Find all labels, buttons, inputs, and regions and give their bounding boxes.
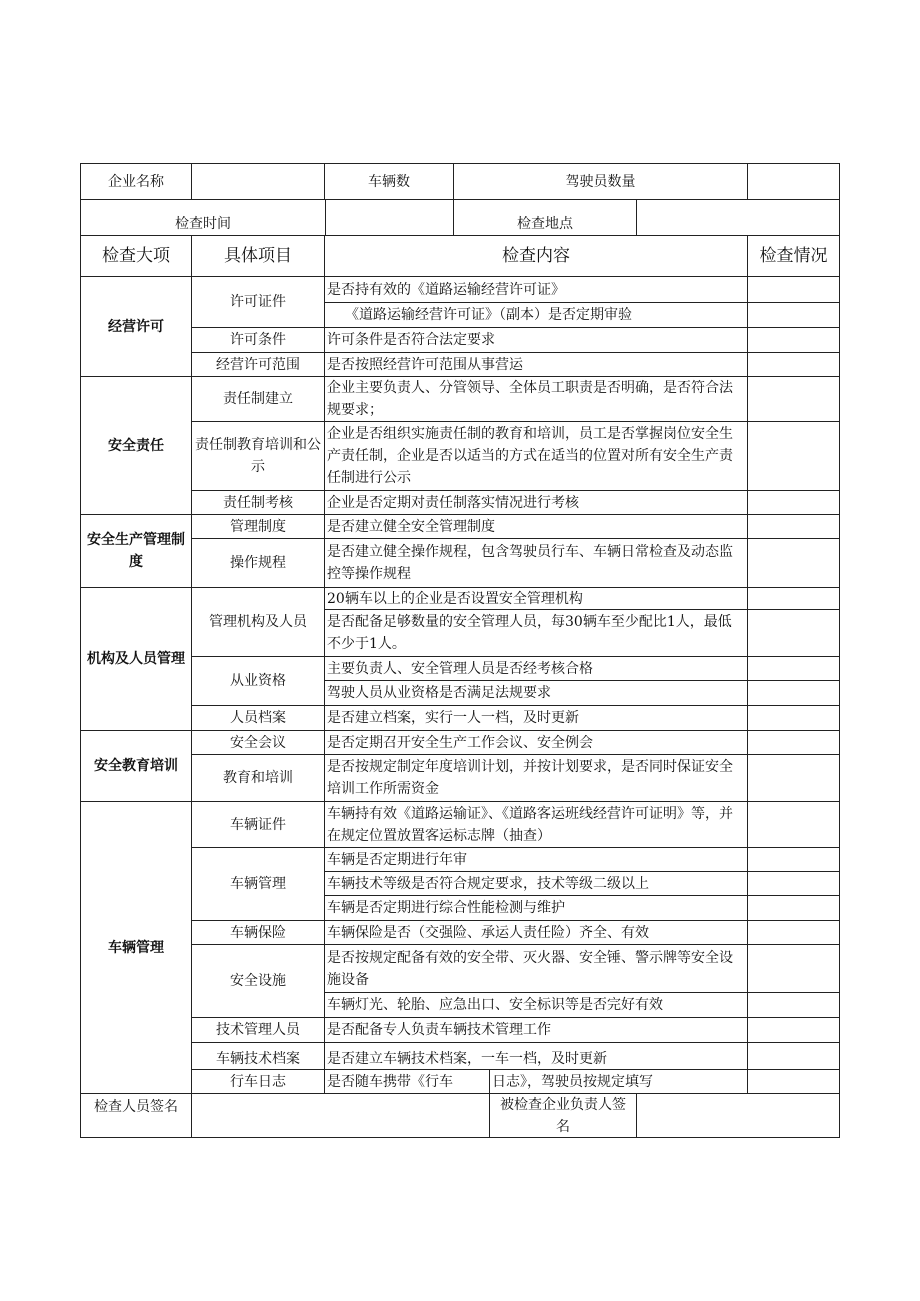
check-place-label: 检查地点	[453, 199, 637, 236]
result-cell[interactable]	[747, 680, 840, 706]
result-cell[interactable]	[747, 421, 840, 491]
item-resp-setup: 责任制建立	[191, 376, 325, 422]
company-sign-label: 被检查企业负责人签名	[489, 1093, 637, 1138]
content-c18: 车辆是否定期进行年审	[324, 847, 748, 872]
content-c17: 车辆持有效《道路运输证》、《道路客运班线经营许可证明》等，并在规定位置放置客运标志牌（抽查）	[324, 801, 748, 848]
content-c6: 企业是否组织实施责任制的教育和培训，员工是否掌握岗位安全生产责任制，企业是否以适当的方式在适当的位置对所有安全生产责任制进行公示	[324, 421, 748, 491]
result-cell[interactable]	[747, 1017, 840, 1043]
result-cell[interactable]	[747, 847, 840, 872]
result-cell[interactable]	[747, 1042, 840, 1070]
result-cell[interactable]	[747, 920, 840, 945]
inspection-form	[80, 163, 840, 1138]
result-cell[interactable]	[747, 656, 840, 681]
category-license: 经营许可	[80, 276, 192, 377]
result-cell[interactable]	[747, 514, 840, 539]
category-safety-resp: 安全责任	[80, 376, 192, 515]
content-c4: 是否按照经营许可范围从事营运	[324, 352, 748, 377]
inspector-sign-field[interactable]	[191, 1093, 490, 1138]
item-permit-scope: 经营许可范围	[191, 352, 325, 377]
content-c9: 是否建立健全操作规程，包含驾驶员行车、车辆日常检查及动态监控等操作规程	[324, 538, 748, 588]
company-name-label: 企业名称	[80, 163, 192, 200]
result-cell[interactable]	[747, 538, 840, 588]
result-cell[interactable]	[747, 302, 840, 328]
content-c20: 车辆是否定期进行综合性能检测与维护	[324, 895, 748, 921]
content-c22: 是否按规定配备有效的安全带、灭火器、安全锤、警示牌等安全设施设备	[324, 944, 748, 993]
result-cell[interactable]	[747, 992, 840, 1018]
content-c21: 车辆保险是否（交强险、承运人责任险）齐全、有效	[324, 920, 748, 945]
check-time-field[interactable]	[325, 199, 454, 236]
result-cell[interactable]	[747, 376, 840, 422]
content-c12: 主要负责人、安全管理人员是否经考核合格	[324, 656, 748, 681]
item-driving-log: 行车日志	[191, 1069, 325, 1094]
content-c19: 车辆技术等级是否符合规定要求，技术等级二级以上	[324, 871, 748, 896]
content-c23: 车辆灯光、轮胎、应急出口、安全标识等是否完好有效	[324, 992, 748, 1018]
driver-count-label: 驾驶员数量	[453, 163, 748, 200]
content-c3: 许可条件是否符合法定要求	[324, 327, 748, 353]
check-place-field[interactable]	[636, 199, 840, 236]
item-tech-staff: 技术管理人员	[191, 1017, 325, 1043]
category-safety-mgmt: 安全生产管理制度	[80, 514, 192, 588]
content-c25: 是否建立车辆技术档案，一车一档，及时更新	[324, 1042, 748, 1070]
result-cell[interactable]	[747, 705, 840, 731]
content-c13: 驾驶人员从业资格是否满足法规要求	[324, 680, 748, 706]
item-resp-training: 责任制教育培训和公示	[191, 421, 325, 491]
result-cell[interactable]	[747, 327, 840, 353]
column-header-result: 检查情况	[747, 235, 840, 277]
item-safety-equip: 安全设施	[191, 944, 325, 1018]
item-permit-cond: 许可条件	[191, 327, 325, 353]
driver-count-field[interactable]	[747, 163, 840, 200]
item-mgmt-org: 管理机构及人员	[191, 587, 325, 657]
result-cell[interactable]	[747, 587, 840, 610]
result-cell[interactable]	[747, 1069, 840, 1094]
result-cell[interactable]	[747, 895, 840, 921]
content-c10: 20辆车以上的企业是否设置安全管理机构	[324, 587, 748, 610]
check-time-label: 检查时间	[80, 199, 326, 236]
item-permit: 许可证件	[191, 276, 325, 328]
result-cell[interactable]	[747, 871, 840, 896]
content-c8: 是否建立健全安全管理制度	[324, 514, 748, 539]
item-vehicle-ins: 车辆保险	[191, 920, 325, 945]
category-vehicle: 车辆管理	[80, 801, 192, 1094]
content-c16: 是否按规定制定年度培训计划，并按计划要求，是否同时保证安全培训工作所需资金	[324, 754, 748, 802]
category-org-staff: 机构及人员管理	[80, 587, 192, 731]
result-cell[interactable]	[747, 352, 840, 377]
content-c15: 是否定期召开安全生产工作会议、安全例会	[324, 730, 748, 755]
item-resp-assess: 责任制考核	[191, 490, 325, 515]
item-op-rules: 操作规程	[191, 538, 325, 588]
item-vehicle-mgmt: 车辆管理	[191, 847, 325, 921]
company-sign-field[interactable]	[636, 1093, 840, 1138]
content-c5: 企业主要负责人、分管领导、全体员工职责是否明确，是否符合法规要求；	[324, 376, 748, 422]
inspector-sign-label: 检查人员签名	[80, 1093, 192, 1138]
column-header-category: 检查大项	[80, 235, 192, 277]
result-cell[interactable]	[747, 609, 840, 657]
item-vehicle-cert: 车辆证件	[191, 801, 325, 848]
item-staff-file: 人员档案	[191, 705, 325, 731]
content-c26b: 日志》，驾驶员按规定填写	[489, 1069, 748, 1094]
content-c7: 企业是否定期对责任制落实情况进行考核	[324, 490, 748, 515]
result-cell[interactable]	[747, 944, 840, 993]
item-tech-file: 车辆技术档案	[191, 1042, 325, 1070]
content-c2: 《道路运输经营许可证》（副本）是否定期审验	[324, 302, 748, 328]
item-education: 教育和培训	[191, 754, 325, 802]
column-header-content: 检查内容	[324, 235, 748, 277]
result-cell[interactable]	[747, 730, 840, 755]
result-cell[interactable]	[747, 801, 840, 848]
result-cell[interactable]	[747, 490, 840, 515]
category-training: 安全教育培训	[80, 730, 192, 802]
vehicle-count-label: 车辆数	[324, 163, 454, 200]
content-c14: 是否建立档案，实行一人一档，及时更新	[324, 705, 748, 731]
item-mgmt-system: 管理制度	[191, 514, 325, 539]
content-c11: 是否配备足够数量的安全管理人员，每30辆车至少配比1人，最低不少于1人。	[324, 609, 748, 657]
content-c26a: 是否随车携带《行车	[324, 1069, 490, 1094]
result-cell[interactable]	[747, 276, 840, 303]
company-name-field[interactable]	[191, 163, 325, 200]
result-cell[interactable]	[747, 754, 840, 802]
item-qualification: 从业资格	[191, 656, 325, 706]
content-c24: 是否配备专人负责车辆技术管理工作	[324, 1017, 748, 1043]
item-safety-meeting: 安全会议	[191, 730, 325, 755]
content-c1: 是否持有效的《道路运输经营许可证》	[324, 276, 748, 303]
column-header-item: 具体项目	[191, 235, 325, 277]
